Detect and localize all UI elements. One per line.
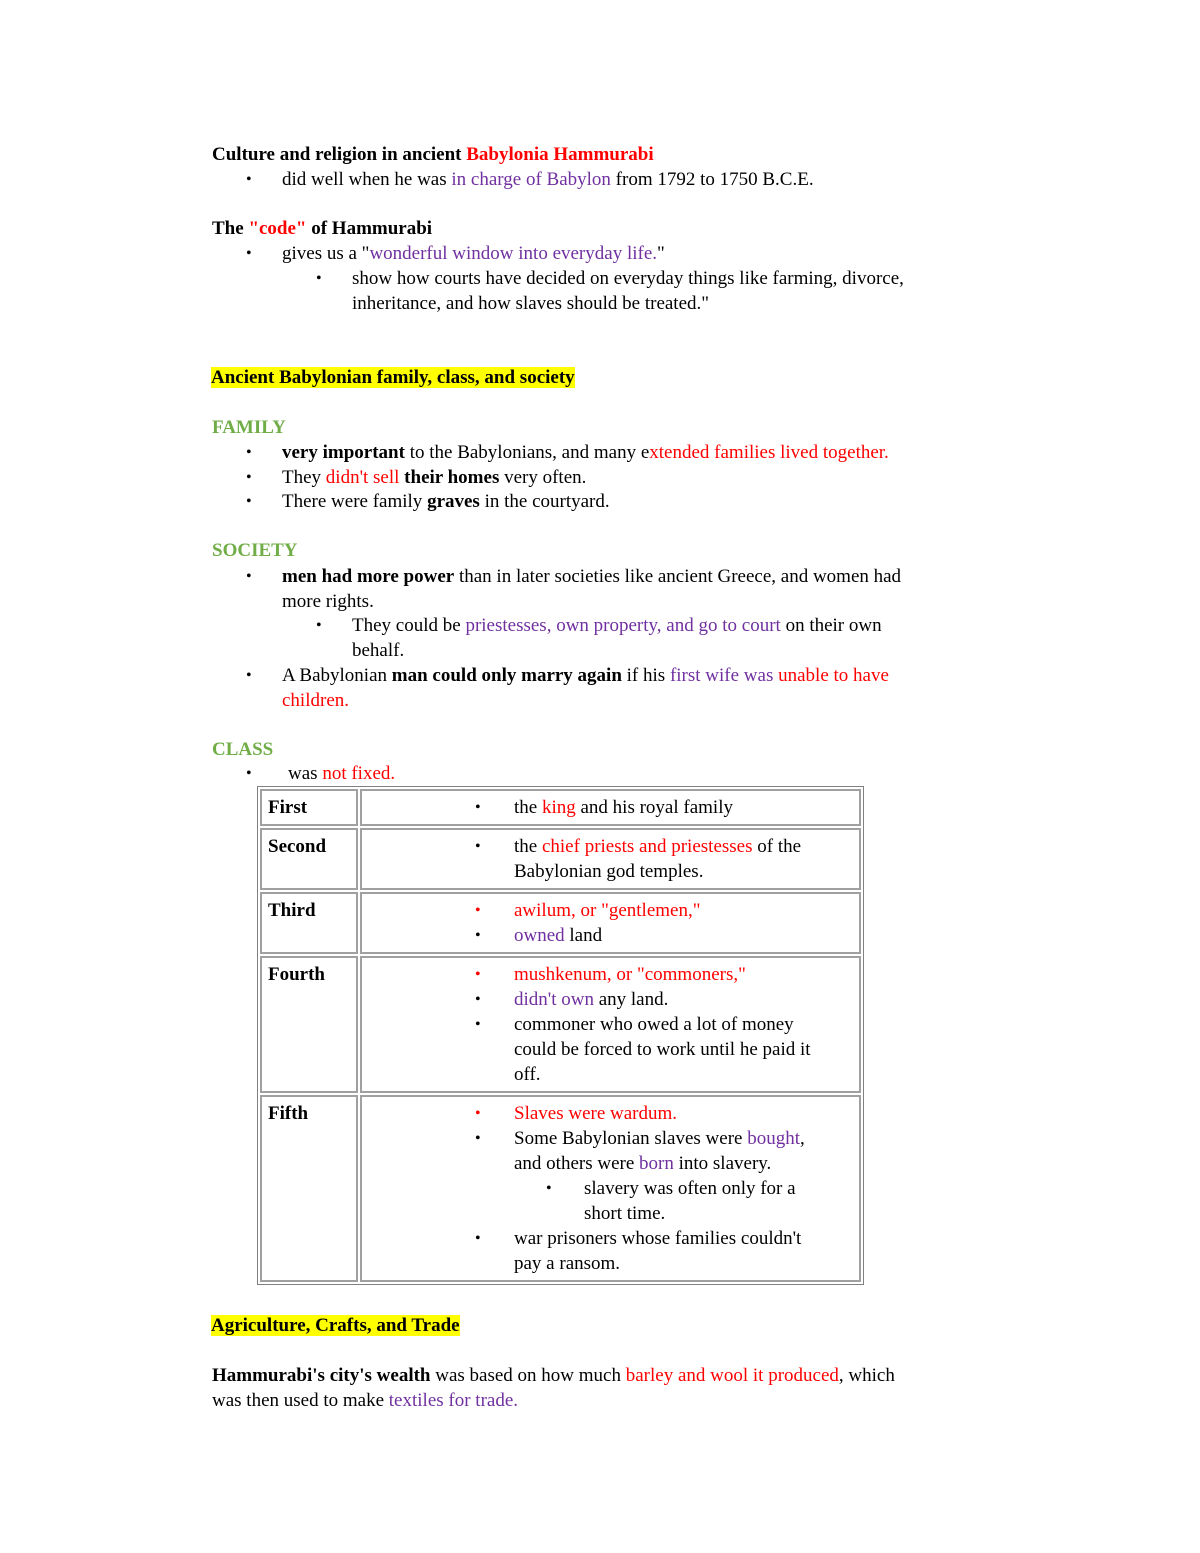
bullet-icon: • — [246, 171, 252, 188]
bullet-icon: • — [246, 667, 252, 684]
list-item: • the king and his royal family — [368, 795, 853, 820]
bullet-icon: • — [246, 765, 252, 782]
section-title-culture: Culture and religion in ancient Babylonia Hammurabi — [212, 144, 654, 165]
list-item: • slavery was often only for a short time. — [368, 1176, 853, 1226]
subheading-society: SOCIETY — [212, 540, 298, 561]
list-item: • war prisoners whose families couldn't pay a ransom. — [368, 1226, 853, 1276]
rank-cell: First — [260, 789, 358, 826]
section-heading-agriculture: Agriculture, Crafts, and Trade — [211, 1315, 460, 1336]
bullet-icon: • — [316, 270, 322, 287]
family-bullet-2: They didn't sell their homes very often. — [282, 467, 587, 488]
table-row — [260, 828, 861, 890]
bullet-window: gives us a "wonderful window into everyday life." — [282, 243, 665, 264]
description-cell — [360, 956, 861, 1093]
family-bullet-3: There were family graves in the courtyard. — [282, 491, 610, 512]
list-item: • Some Babylonian slaves were bought, and others were born into slavery. — [368, 1126, 853, 1176]
bullet-icon: • — [246, 444, 252, 461]
subheading-class: CLASS — [212, 739, 274, 760]
society-subbullet: They could be priestesses, own property, and go to court on their own behalf. — [352, 615, 882, 661]
bullet-hammurabi-rule: did well when he was in charge of Babylon from 1792 to 1750 B.C.E. — [282, 169, 814, 190]
subbullet-courts: show how courts have decided on everyday things like farming, divorce, inheritance, and how slaves should be treated." — [352, 268, 904, 314]
description-cell — [360, 892, 861, 954]
society-bullet-1: men had more power than in later societies like ancient Greece, and women had more rights. — [282, 566, 902, 612]
list-item: • the chief priests and priestesses of the Babylonian god temples. — [368, 834, 853, 884]
bullet-icon: • — [246, 245, 252, 262]
list-item: • Slaves were wardum. — [368, 1101, 853, 1126]
class-table — [257, 786, 864, 1285]
bullet-icon: • — [246, 493, 252, 510]
list-item: • awilum, or "gentlemen," — [368, 898, 853, 923]
description-cell — [360, 789, 861, 826]
rank-cell: Second — [260, 828, 358, 890]
family-bullet-1: very important to the Babylonians, and many extended families lived together. — [282, 442, 889, 463]
list-item: • mushkenum, or "commoners," — [368, 962, 853, 987]
subheading-family: FAMILY — [212, 417, 286, 438]
description-cell — [360, 1095, 861, 1282]
section-title-code: The "code" of Hammurabi — [212, 218, 433, 239]
rank-cell: Third — [260, 892, 358, 954]
list-item: • didn't own any land. — [368, 987, 853, 1012]
table-row — [260, 1095, 861, 1282]
bullet-icon: • — [246, 568, 252, 585]
section-heading-family-class-society: Ancient Babylonian family, class, and society — [211, 367, 575, 388]
bullet-icon: • — [246, 469, 252, 486]
list-item: • owned land — [368, 923, 853, 948]
bullet-icon: • — [316, 617, 322, 634]
rank-cell: Fifth — [260, 1095, 358, 1282]
rank-cell: Fourth — [260, 956, 358, 1093]
description-cell — [360, 828, 861, 890]
class-bullet-1: was not fixed. — [288, 763, 396, 784]
table-row — [260, 892, 861, 954]
table-row — [260, 789, 861, 826]
list-item: • commoner who owed a lot of money could be forced to work until he paid it off. — [368, 1012, 853, 1087]
society-bullet-2: A Babylonian man could only marry again if his first wife was unable to have children. — [282, 665, 889, 711]
agriculture-paragraph: Hammurabi's city's wealth was based on how much barley and wool it produced, which was then used to make textiles for trade. — [212, 1365, 895, 1411]
table-row — [260, 956, 861, 1093]
